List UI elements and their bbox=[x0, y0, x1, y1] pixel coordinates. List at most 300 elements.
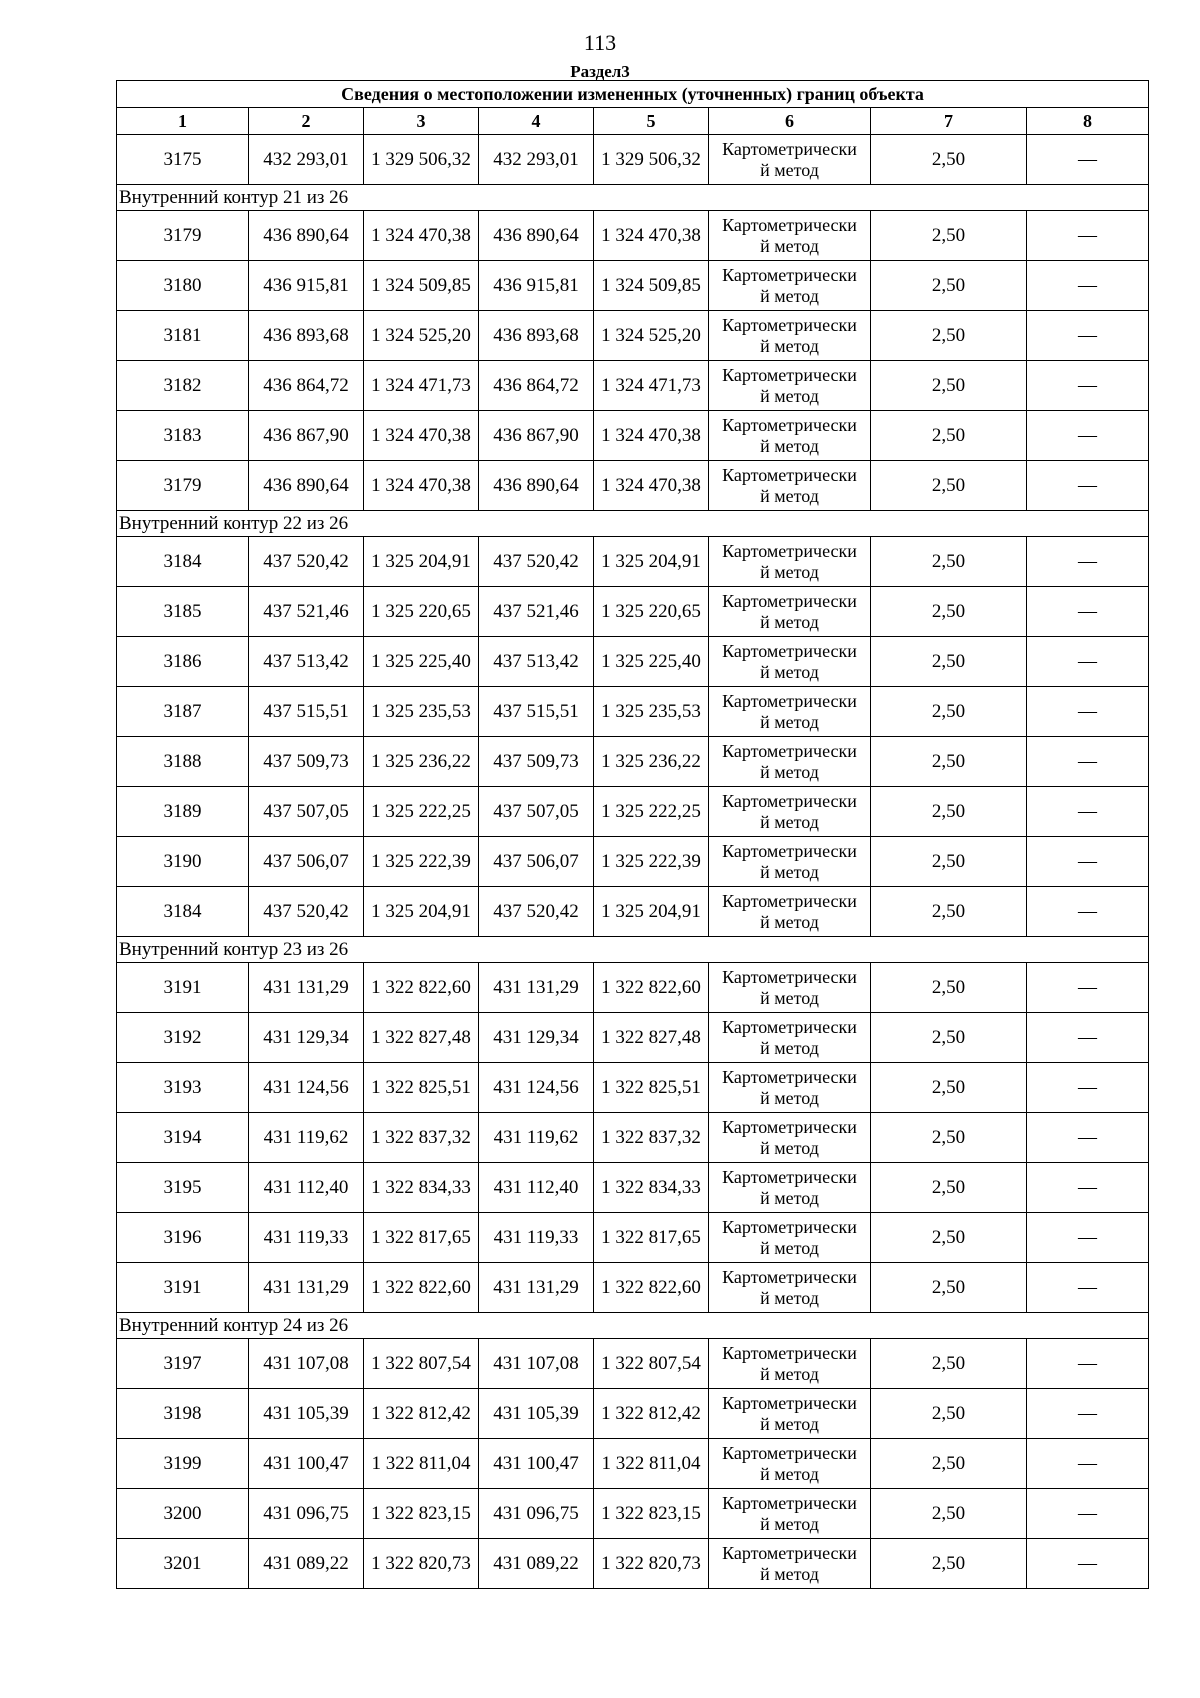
method-text-line: Картометрически bbox=[722, 890, 857, 911]
y-old-cell: 1 329 506,32 bbox=[364, 135, 479, 185]
method-text-line: Картометрически bbox=[722, 790, 857, 811]
accuracy-cell: 2,50 bbox=[871, 737, 1027, 787]
description-cell: — bbox=[1027, 211, 1149, 261]
x-old-cell: 431 107,08 bbox=[249, 1339, 364, 1389]
description-cell: — bbox=[1027, 1063, 1149, 1113]
method-text-line: й метод bbox=[760, 611, 819, 632]
accuracy-cell: 2,50 bbox=[871, 311, 1027, 361]
table-caption-row bbox=[117, 81, 1149, 108]
y-new-cell: 1 325 222,25 bbox=[594, 787, 709, 837]
method-text-line: Картометрически bbox=[722, 1342, 857, 1363]
table-row bbox=[117, 837, 1149, 887]
method-text-line: й метод bbox=[760, 485, 819, 506]
y-new-cell: 1 324 470,38 bbox=[594, 211, 709, 261]
method-cell bbox=[709, 1489, 871, 1539]
method-text-line: й метод bbox=[760, 335, 819, 356]
method-text-line: й метод bbox=[760, 711, 819, 732]
page-number: 113 bbox=[583, 30, 617, 55]
contour-group-row bbox=[117, 937, 1149, 963]
method-text-line: й метод bbox=[760, 861, 819, 882]
method-cell bbox=[709, 587, 871, 637]
accuracy-cell: 2,50 bbox=[871, 537, 1027, 587]
method-text-line: й метод bbox=[760, 435, 819, 456]
point-number-cell: 3179 bbox=[117, 211, 249, 261]
method-text-line: Картометрически bbox=[722, 1116, 857, 1137]
y-old-cell: 1 322 820,73 bbox=[364, 1539, 479, 1589]
x-old-cell: 437 520,42 bbox=[249, 887, 364, 937]
table-row bbox=[117, 135, 1149, 185]
x-new-cell: 436 867,90 bbox=[479, 411, 594, 461]
x-old-cell: 436 890,64 bbox=[249, 461, 364, 511]
accuracy-cell: 2,50 bbox=[871, 1263, 1027, 1313]
y-old-cell: 1 322 811,04 bbox=[364, 1439, 479, 1489]
method-text-line: Картометрически bbox=[722, 590, 857, 611]
column-number: 7 bbox=[871, 108, 1027, 135]
y-new-cell: 1 322 837,32 bbox=[594, 1113, 709, 1163]
y-new-cell: 1 322 807,54 bbox=[594, 1339, 709, 1389]
x-new-cell: 431 107,08 bbox=[479, 1339, 594, 1389]
column-number: 2 bbox=[249, 108, 364, 135]
table-row bbox=[117, 1113, 1149, 1163]
method-text-line: Картометрически bbox=[722, 464, 857, 485]
column-number: 8 bbox=[1027, 108, 1149, 135]
y-new-cell: 1 324 470,38 bbox=[594, 461, 709, 511]
method-text-line: Картометрически bbox=[722, 840, 857, 861]
x-new-cell: 436 890,64 bbox=[479, 211, 594, 261]
table-row bbox=[117, 1013, 1149, 1063]
accuracy-cell: 2,50 bbox=[871, 1113, 1027, 1163]
table-row bbox=[117, 1263, 1149, 1313]
description-cell: — bbox=[1027, 637, 1149, 687]
method-text-line: й метод bbox=[760, 1563, 819, 1584]
x-old-cell: 437 506,07 bbox=[249, 837, 364, 887]
method-text-line: Картометрически bbox=[722, 1542, 857, 1563]
y-new-cell: 1 325 235,53 bbox=[594, 687, 709, 737]
column-number: 3 bbox=[364, 108, 479, 135]
description-cell: — bbox=[1027, 1163, 1149, 1213]
point-number-cell: 3190 bbox=[117, 837, 249, 887]
description-cell: — bbox=[1027, 411, 1149, 461]
method-text-line: й метод bbox=[760, 1037, 819, 1058]
x-old-cell: 436 893,68 bbox=[249, 311, 364, 361]
x-new-cell: 437 509,73 bbox=[479, 737, 594, 787]
description-cell: — bbox=[1027, 1263, 1149, 1313]
method-text-line: Картометрически bbox=[722, 414, 857, 435]
method-text-line: Картометрически bbox=[722, 1216, 857, 1237]
method-text-line: Картометрически bbox=[722, 966, 857, 987]
y-old-cell: 1 325 204,91 bbox=[364, 887, 479, 937]
method-cell bbox=[709, 837, 871, 887]
x-old-cell: 437 507,05 bbox=[249, 787, 364, 837]
description-cell: — bbox=[1027, 963, 1149, 1013]
x-new-cell: 431 131,29 bbox=[479, 963, 594, 1013]
x-new-cell: 431 119,33 bbox=[479, 1213, 594, 1263]
x-new-cell: 436 915,81 bbox=[479, 261, 594, 311]
description-cell: — bbox=[1027, 737, 1149, 787]
method-cell bbox=[709, 1439, 871, 1489]
x-old-cell: 431 112,40 bbox=[249, 1163, 364, 1213]
x-old-cell: 436 867,90 bbox=[249, 411, 364, 461]
point-number-cell: 3188 bbox=[117, 737, 249, 787]
y-old-cell: 1 322 817,65 bbox=[364, 1213, 479, 1263]
method-text-line: й метод bbox=[760, 285, 819, 306]
contour-group-label: Внутренний контур 22 из 26 bbox=[117, 511, 1149, 537]
method-text-line: Картометрически bbox=[722, 1492, 857, 1513]
x-new-cell: 431 124,56 bbox=[479, 1063, 594, 1113]
point-number-cell: 3183 bbox=[117, 411, 249, 461]
description-cell: — bbox=[1027, 887, 1149, 937]
boundary-coordinates-table bbox=[116, 80, 1149, 1589]
method-text-line: й метод bbox=[760, 987, 819, 1008]
accuracy-cell: 2,50 bbox=[871, 687, 1027, 737]
y-new-cell: 1 322 823,15 bbox=[594, 1489, 709, 1539]
method-cell bbox=[709, 261, 871, 311]
method-text-line: Картометрически bbox=[722, 364, 857, 385]
description-cell: — bbox=[1027, 1339, 1149, 1389]
point-number-cell: 3191 bbox=[117, 963, 249, 1013]
y-new-cell: 1 324 525,20 bbox=[594, 311, 709, 361]
table-row bbox=[117, 687, 1149, 737]
method-cell bbox=[709, 1213, 871, 1263]
y-new-cell: 1 324 470,38 bbox=[594, 411, 709, 461]
y-old-cell: 1 322 825,51 bbox=[364, 1063, 479, 1113]
y-new-cell: 1 322 822,60 bbox=[594, 1263, 709, 1313]
method-cell bbox=[709, 211, 871, 261]
method-text-line: й метод bbox=[760, 1187, 819, 1208]
table-row bbox=[117, 1489, 1149, 1539]
accuracy-cell: 2,50 bbox=[871, 887, 1027, 937]
x-new-cell: 431 089,22 bbox=[479, 1539, 594, 1589]
y-new-cell: 1 322 827,48 bbox=[594, 1013, 709, 1063]
x-new-cell: 437 515,51 bbox=[479, 687, 594, 737]
accuracy-cell: 2,50 bbox=[871, 1013, 1027, 1063]
method-cell bbox=[709, 1539, 871, 1589]
x-new-cell: 431 119,62 bbox=[479, 1113, 594, 1163]
point-number-cell: 3187 bbox=[117, 687, 249, 737]
method-text-line: Картометрически bbox=[722, 1166, 857, 1187]
x-old-cell: 432 293,01 bbox=[249, 135, 364, 185]
point-number-cell: 3201 bbox=[117, 1539, 249, 1589]
y-new-cell: 1 322 817,65 bbox=[594, 1213, 709, 1263]
y-old-cell: 1 325 225,40 bbox=[364, 637, 479, 687]
point-number-cell: 3184 bbox=[117, 887, 249, 937]
accuracy-cell: 2,50 bbox=[871, 1063, 1027, 1113]
y-new-cell: 1 325 222,39 bbox=[594, 837, 709, 887]
method-text-line: й метод bbox=[760, 911, 819, 932]
x-new-cell: 431 112,40 bbox=[479, 1163, 594, 1213]
method-text-line: й метод bbox=[760, 661, 819, 682]
accuracy-cell: 2,50 bbox=[871, 787, 1027, 837]
x-old-cell: 431 089,22 bbox=[249, 1539, 364, 1589]
accuracy-cell: 2,50 bbox=[871, 211, 1027, 261]
x-old-cell: 437 513,42 bbox=[249, 637, 364, 687]
accuracy-cell: 2,50 bbox=[871, 411, 1027, 461]
y-old-cell: 1 325 235,53 bbox=[364, 687, 479, 737]
y-new-cell: 1 322 822,60 bbox=[594, 963, 709, 1013]
description-cell: — bbox=[1027, 261, 1149, 311]
description-cell: — bbox=[1027, 461, 1149, 511]
table-row bbox=[117, 361, 1149, 411]
table-row bbox=[117, 1213, 1149, 1263]
method-cell bbox=[709, 1389, 871, 1439]
table-row bbox=[117, 261, 1149, 311]
accuracy-cell: 2,50 bbox=[871, 1439, 1027, 1489]
y-old-cell: 1 322 834,33 bbox=[364, 1163, 479, 1213]
description-cell: — bbox=[1027, 537, 1149, 587]
x-new-cell: 437 507,05 bbox=[479, 787, 594, 837]
method-cell bbox=[709, 1113, 871, 1163]
method-text-line: Картометрически bbox=[722, 1016, 857, 1037]
method-cell bbox=[709, 963, 871, 1013]
method-text-line: Картометрически bbox=[722, 264, 857, 285]
method-text-line: й метод bbox=[760, 235, 819, 256]
column-number: 4 bbox=[479, 108, 594, 135]
accuracy-cell: 2,50 bbox=[871, 261, 1027, 311]
x-new-cell: 437 521,46 bbox=[479, 587, 594, 637]
description-cell: — bbox=[1027, 361, 1149, 411]
x-new-cell: 431 096,75 bbox=[479, 1489, 594, 1539]
method-text-line: й метод bbox=[760, 1287, 819, 1308]
y-old-cell: 1 322 822,60 bbox=[364, 963, 479, 1013]
description-cell: — bbox=[1027, 135, 1149, 185]
point-number-cell: 3191 bbox=[117, 1263, 249, 1313]
accuracy-cell: 2,50 bbox=[871, 1339, 1027, 1389]
method-text-line: й метод bbox=[760, 1087, 819, 1108]
method-text-line: й метод bbox=[760, 1513, 819, 1534]
table-row bbox=[117, 737, 1149, 787]
accuracy-cell: 2,50 bbox=[871, 1489, 1027, 1539]
table-row bbox=[117, 587, 1149, 637]
point-number-cell: 3181 bbox=[117, 311, 249, 361]
x-old-cell: 431 129,34 bbox=[249, 1013, 364, 1063]
method-text-line: й метод bbox=[760, 1363, 819, 1384]
contour-group-label: Внутренний контур 21 из 26 bbox=[117, 185, 1149, 211]
method-text-line: й метод bbox=[760, 1237, 819, 1258]
y-new-cell: 1 329 506,32 bbox=[594, 135, 709, 185]
x-old-cell: 437 520,42 bbox=[249, 537, 364, 587]
point-number-cell: 3200 bbox=[117, 1489, 249, 1539]
contour-group-label: Внутренний контур 24 из 26 bbox=[117, 1313, 1149, 1339]
y-new-cell: 1 324 509,85 bbox=[594, 261, 709, 311]
contour-group-label: Внутренний контур 23 из 26 bbox=[117, 937, 1149, 963]
y-new-cell: 1 325 204,91 bbox=[594, 887, 709, 937]
table-row bbox=[117, 411, 1149, 461]
y-new-cell: 1 325 236,22 bbox=[594, 737, 709, 787]
y-new-cell: 1 322 825,51 bbox=[594, 1063, 709, 1113]
y-new-cell: 1 324 471,73 bbox=[594, 361, 709, 411]
x-old-cell: 431 105,39 bbox=[249, 1389, 364, 1439]
point-number-cell: 3194 bbox=[117, 1113, 249, 1163]
method-cell bbox=[709, 461, 871, 511]
method-cell bbox=[709, 1163, 871, 1213]
method-text-line: й метод bbox=[760, 385, 819, 406]
x-new-cell: 431 131,29 bbox=[479, 1263, 594, 1313]
y-new-cell: 1 325 204,91 bbox=[594, 537, 709, 587]
x-new-cell: 437 506,07 bbox=[479, 837, 594, 887]
section-label: Раздел3 bbox=[570, 62, 630, 81]
y-old-cell: 1 325 222,25 bbox=[364, 787, 479, 837]
point-number-cell: 3196 bbox=[117, 1213, 249, 1263]
y-old-cell: 1 324 471,73 bbox=[364, 361, 479, 411]
column-number: 5 bbox=[594, 108, 709, 135]
y-old-cell: 1 324 525,20 bbox=[364, 311, 479, 361]
accuracy-cell: 2,50 bbox=[871, 1539, 1027, 1589]
x-new-cell: 431 105,39 bbox=[479, 1389, 594, 1439]
accuracy-cell: 2,50 bbox=[871, 837, 1027, 887]
table-row bbox=[117, 787, 1149, 837]
table-body bbox=[117, 135, 1149, 1589]
method-cell bbox=[709, 1339, 871, 1389]
accuracy-cell: 2,50 bbox=[871, 461, 1027, 511]
point-number-cell: 3175 bbox=[117, 135, 249, 185]
method-text-line: й метод bbox=[760, 1137, 819, 1158]
table-row bbox=[117, 1539, 1149, 1589]
method-cell bbox=[709, 361, 871, 411]
table-row bbox=[117, 1439, 1149, 1489]
y-old-cell: 1 322 822,60 bbox=[364, 1263, 479, 1313]
table-row bbox=[117, 887, 1149, 937]
description-cell: — bbox=[1027, 1539, 1149, 1589]
point-number-cell: 3182 bbox=[117, 361, 249, 411]
y-old-cell: 1 325 220,65 bbox=[364, 587, 479, 637]
column-number: 1 bbox=[117, 108, 249, 135]
y-new-cell: 1 322 811,04 bbox=[594, 1439, 709, 1489]
contour-group-row bbox=[117, 1313, 1149, 1339]
description-cell: — bbox=[1027, 687, 1149, 737]
method-cell bbox=[709, 135, 871, 185]
table-row bbox=[117, 311, 1149, 361]
x-old-cell: 431 131,29 bbox=[249, 1263, 364, 1313]
accuracy-cell: 2,50 bbox=[871, 963, 1027, 1013]
method-text-line: Картометрически bbox=[722, 640, 857, 661]
table-caption: Сведения о местоположении измененных (уточненных) границ объекта bbox=[117, 81, 1149, 108]
method-text-line: Картометрически bbox=[722, 138, 857, 159]
y-new-cell: 1 322 834,33 bbox=[594, 1163, 709, 1213]
description-cell: — bbox=[1027, 1213, 1149, 1263]
point-number-cell: 3193 bbox=[117, 1063, 249, 1113]
table-row bbox=[117, 1389, 1149, 1439]
method-cell bbox=[709, 887, 871, 937]
point-number-cell: 3180 bbox=[117, 261, 249, 311]
accuracy-cell: 2,50 bbox=[871, 637, 1027, 687]
y-old-cell: 1 325 222,39 bbox=[364, 837, 479, 887]
y-new-cell: 1 325 225,40 bbox=[594, 637, 709, 687]
x-new-cell: 437 513,42 bbox=[479, 637, 594, 687]
description-cell: — bbox=[1027, 1439, 1149, 1489]
y-new-cell: 1 322 812,42 bbox=[594, 1389, 709, 1439]
method-text-line: Картометрически bbox=[722, 690, 857, 711]
y-old-cell: 1 322 827,48 bbox=[364, 1013, 479, 1063]
method-cell bbox=[709, 687, 871, 737]
accuracy-cell: 2,50 bbox=[871, 135, 1027, 185]
point-number-cell: 3195 bbox=[117, 1163, 249, 1213]
x-old-cell: 436 915,81 bbox=[249, 261, 364, 311]
x-old-cell: 431 119,33 bbox=[249, 1213, 364, 1263]
method-cell bbox=[709, 1263, 871, 1313]
column-number-row bbox=[117, 108, 1149, 135]
method-cell bbox=[709, 787, 871, 837]
point-number-cell: 3179 bbox=[117, 461, 249, 511]
x-old-cell: 436 864,72 bbox=[249, 361, 364, 411]
y-old-cell: 1 322 837,32 bbox=[364, 1113, 479, 1163]
point-number-cell: 3192 bbox=[117, 1013, 249, 1063]
x-new-cell: 437 520,42 bbox=[479, 887, 594, 937]
x-old-cell: 437 521,46 bbox=[249, 587, 364, 637]
method-text-line: й метод bbox=[760, 1463, 819, 1484]
table-row bbox=[117, 537, 1149, 587]
table-row bbox=[117, 637, 1149, 687]
description-cell: — bbox=[1027, 1013, 1149, 1063]
x-old-cell: 437 515,51 bbox=[249, 687, 364, 737]
method-cell bbox=[709, 637, 871, 687]
y-old-cell: 1 322 807,54 bbox=[364, 1339, 479, 1389]
x-old-cell: 431 124,56 bbox=[249, 1063, 364, 1113]
accuracy-cell: 2,50 bbox=[871, 1213, 1027, 1263]
x-new-cell: 432 293,01 bbox=[479, 135, 594, 185]
accuracy-cell: 2,50 bbox=[871, 361, 1027, 411]
method-cell bbox=[709, 311, 871, 361]
contour-group-row bbox=[117, 185, 1149, 211]
description-cell: — bbox=[1027, 1489, 1149, 1539]
accuracy-cell: 2,50 bbox=[871, 587, 1027, 637]
x-old-cell: 431 131,29 bbox=[249, 963, 364, 1013]
description-cell: — bbox=[1027, 311, 1149, 361]
table-row bbox=[117, 1163, 1149, 1213]
table-row bbox=[117, 211, 1149, 261]
contour-group-row bbox=[117, 511, 1149, 537]
y-new-cell: 1 325 220,65 bbox=[594, 587, 709, 637]
accuracy-cell: 2,50 bbox=[871, 1389, 1027, 1439]
description-cell: — bbox=[1027, 1113, 1149, 1163]
table-row bbox=[117, 963, 1149, 1013]
y-old-cell: 1 324 470,38 bbox=[364, 211, 479, 261]
x-new-cell: 436 864,72 bbox=[479, 361, 594, 411]
x-new-cell: 436 890,64 bbox=[479, 461, 594, 511]
x-old-cell: 437 509,73 bbox=[249, 737, 364, 787]
method-text-line: й метод bbox=[760, 761, 819, 782]
description-cell: — bbox=[1027, 787, 1149, 837]
point-number-cell: 3198 bbox=[117, 1389, 249, 1439]
method-cell bbox=[709, 411, 871, 461]
x-new-cell: 437 520,42 bbox=[479, 537, 594, 587]
method-text-line: Картометрически bbox=[722, 1392, 857, 1413]
y-old-cell: 1 325 204,91 bbox=[364, 537, 479, 587]
method-text-line: й метод bbox=[760, 1413, 819, 1434]
method-text-line: Картометрически bbox=[722, 1266, 857, 1287]
method-text-line: Картометрически bbox=[722, 1066, 857, 1087]
method-cell bbox=[709, 537, 871, 587]
point-number-cell: 3199 bbox=[117, 1439, 249, 1489]
x-new-cell: 431 100,47 bbox=[479, 1439, 594, 1489]
description-cell: — bbox=[1027, 837, 1149, 887]
point-number-cell: 3186 bbox=[117, 637, 249, 687]
table-row bbox=[117, 461, 1149, 511]
point-number-cell: 3184 bbox=[117, 537, 249, 587]
y-old-cell: 1 322 812,42 bbox=[364, 1389, 479, 1439]
method-cell bbox=[709, 1013, 871, 1063]
point-number-cell: 3185 bbox=[117, 587, 249, 637]
y-old-cell: 1 324 470,38 bbox=[364, 411, 479, 461]
table-row bbox=[117, 1339, 1149, 1389]
method-cell bbox=[709, 737, 871, 787]
x-old-cell: 436 890,64 bbox=[249, 211, 364, 261]
method-text-line: й метод bbox=[760, 159, 819, 180]
point-number-cell: 3197 bbox=[117, 1339, 249, 1389]
description-cell: — bbox=[1027, 1389, 1149, 1439]
method-text-line: Картометрически bbox=[722, 540, 857, 561]
column-number: 6 bbox=[709, 108, 871, 135]
method-text-line: Картометрически bbox=[722, 1442, 857, 1463]
